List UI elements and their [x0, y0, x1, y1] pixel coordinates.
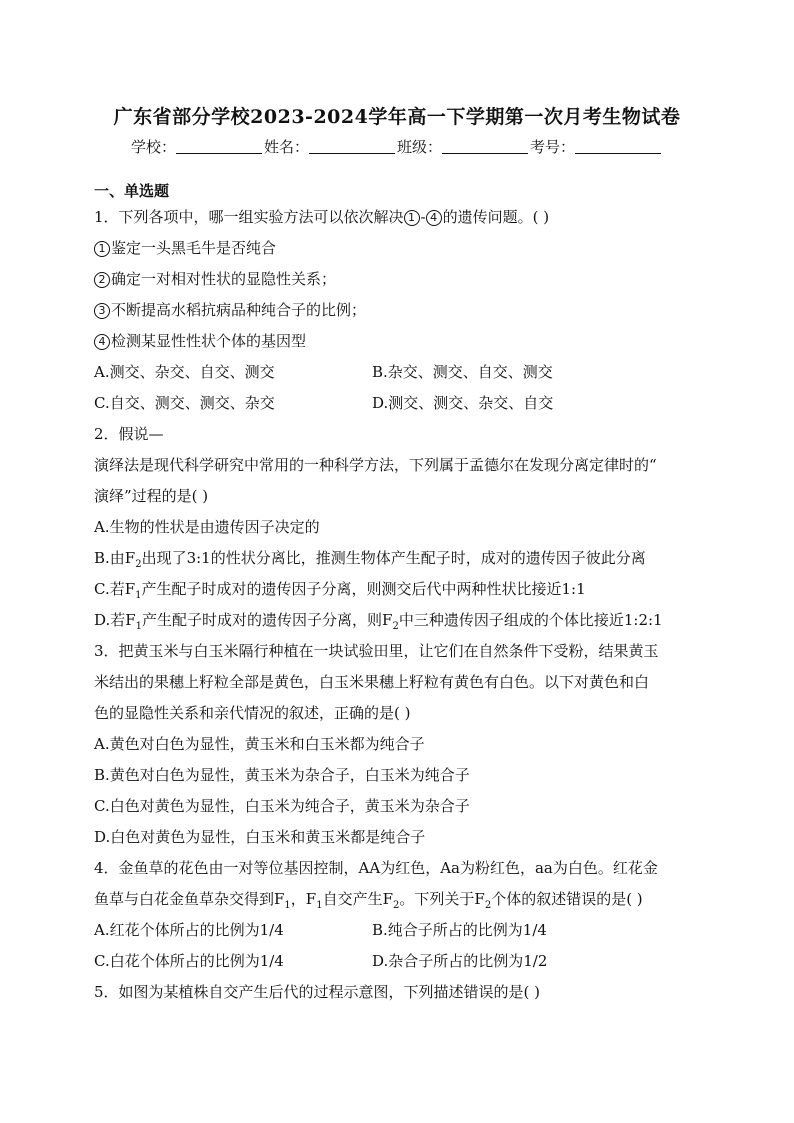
- class-label: 班级：: [397, 138, 443, 156]
- school-label: 学校：: [130, 138, 176, 156]
- circled-number: 3: [94, 303, 110, 319]
- option-b[interactable]: B.由$F_2$出现了3:1的性状分离比，推测生物体产生配子时，成对的遗传因子彼此分离: [94, 549, 646, 570]
- exam-number-field[interactable]: [575, 139, 661, 154]
- option-a[interactable]: A.红花个体所占的比例为1/4: [94, 921, 284, 939]
- option-d[interactable]: D.若$F_1$产生配子时成对的遗传因子分离，则$F_2$中三种遗传因子组成的个体比接近1:2:1: [94, 611, 663, 632]
- question-1-item: 4 检测某显性性状个体的基因型: [94, 326, 706, 357]
- question-1-stem: 1．下列各项中，哪一组实验方法可以依次解决 1 - 4 的遗传问题。( ): [94, 208, 550, 226]
- option-c[interactable]: C.若$F_1$产生配子时成对的遗传因子分离，则测交后代中两种性状比接近1:1: [94, 580, 586, 601]
- question-3-stem: 米结出的果穗上籽粒全部是黄色，白玉米果穗上籽粒有黄色有白色。以下对黄色和白: [94, 673, 650, 691]
- question-4-stem: 4．金鱼草的花色由一对等位基因控制，AA为红色，Aa为粉红色，aa为白色。红花金: [94, 859, 658, 877]
- question-3-stem: 色的显隐性关系和亲代情况的叙述，正确的是( ): [94, 704, 411, 722]
- question-2-stem: 2．假说—: [94, 425, 164, 443]
- option-a[interactable]: A.黄色对白色为显性，黄玉米和白玉米都为纯合子: [94, 735, 425, 753]
- school-field[interactable]: [176, 139, 262, 154]
- exam-number-label: 考号：: [530, 138, 576, 156]
- student-info-row: [0, 136, 794, 157]
- question-1-options: [94, 357, 706, 388]
- circled-number: 1: [94, 241, 110, 257]
- question-1-item: 1 鉴定一头黑毛牛是否纯合: [94, 233, 706, 264]
- question-5-stem: 5．如图为某植株自交产生后代的过程示意图，下列描述错误的是( ): [94, 983, 541, 1001]
- name-field[interactable]: [309, 139, 395, 154]
- option-d[interactable]: D.杂合子所占的比例为1/2: [372, 952, 548, 970]
- option-a[interactable]: A.生物的性状是由遗传因子决定的: [94, 518, 320, 536]
- option-a[interactable]: A.测交、杂交、自交、测交: [94, 363, 275, 381]
- option-c[interactable]: C.自交、测交、测交、杂交: [94, 394, 275, 412]
- circled-number: 2: [94, 272, 110, 288]
- option-b[interactable]: B.杂交、测交、自交、测交: [372, 363, 553, 381]
- question-list: [94, 180, 706, 1008]
- option-d[interactable]: D.测交、测交、杂交、自交: [372, 394, 554, 412]
- circled-number: 4: [426, 210, 442, 226]
- question-4-options: [94, 946, 706, 977]
- question-4-stem: 鱼草与白花金鱼草杂交得到$F_1$，$F_1$自交产生$F_2$。下列关于$F_2$个体的叙述错误的是( ): [94, 890, 643, 911]
- circled-number: 4: [94, 334, 110, 350]
- option-b[interactable]: B.纯合子所占的比例为1/4: [372, 921, 547, 939]
- option-d[interactable]: D.白色对黄色为显性，白玉米和黄玉米都是纯合子: [94, 828, 426, 846]
- question-4-options: [94, 915, 706, 946]
- question-1-options: [94, 388, 706, 419]
- option-c[interactable]: C.白花个体所占的比例为1/4: [94, 952, 284, 970]
- section-heading: 一、单选题: [94, 182, 170, 200]
- option-b[interactable]: B.黄色对白色为显性，黄玉米为杂合子，白玉米为纯合子: [94, 766, 470, 784]
- question-3-stem: 3．把黄玉米与白玉米隔行种植在一块试验田里，让它们在自然条件下受粉，结果黄玉: [94, 642, 659, 660]
- page-title: 广东省部分学校2023-2024学年高一下学期第一次月考生物试卷: [113, 106, 681, 128]
- circled-number: 1: [404, 210, 420, 226]
- question-2-stem: 演绎法是现代科学研究中常用的一种科学方法，下列属于孟德尔在发现分离定律时的“: [94, 456, 657, 474]
- name-label: 姓名：: [263, 138, 309, 156]
- option-c[interactable]: C.白色对黄色为显性，白玉米为纯合子，黄玉米为杂合子: [94, 797, 470, 815]
- question-2-stem: 演绎”过程的是( ): [94, 487, 209, 505]
- question-1-item: 2 确定一对相对性状的显隐性关系；: [94, 264, 706, 295]
- class-field[interactable]: [442, 139, 528, 154]
- question-1-item: 3 不断提高水稻抗病品种纯合子的比例；: [94, 295, 706, 326]
